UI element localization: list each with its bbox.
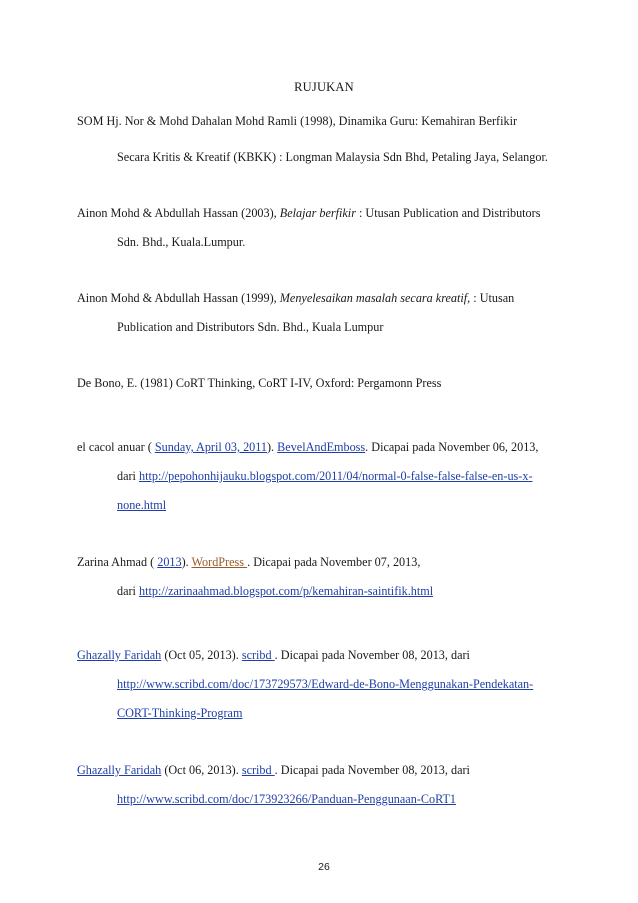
reference-7-url-link-continued[interactable]: CORT-Thinking-Program [117, 706, 243, 720]
reference-3-line-1 [77, 291, 514, 305]
reference-6-accessed: . Dicapai pada November 07, 2013, [247, 555, 421, 569]
reference-2-line-1 [77, 206, 540, 220]
reference-3-authors: Ainon Mohd & Abdullah Hassan (1999), [77, 291, 280, 305]
reference-3-title: Menyelesaikan masalah secara kreatif, [279, 291, 471, 305]
reference-7-site-link[interactable]: scribd [241, 648, 275, 662]
reference-5-from: dari [117, 469, 139, 483]
reference-5-separator: ). [267, 440, 278, 454]
page-number: 26 [318, 861, 330, 873]
reference-5-url-link-continued[interactable]: none.html [117, 498, 167, 512]
reference-6-line-1 [77, 555, 420, 569]
reference-5-line-1 [77, 440, 538, 454]
reference-8-site-link[interactable]: scribd [241, 763, 275, 777]
reference-5-url-link[interactable]: http://pepohonhijauku.blogspot.com/2011/04/normal-0-false-false-false-en-us-x- [139, 469, 533, 483]
reference-6-year-link[interactable]: 2013 [157, 555, 182, 569]
reference-6-author: Zarina Ahmad ( [77, 555, 158, 569]
reference-6-line-2 [117, 584, 433, 598]
reference-8-url-link[interactable]: http://www.scribd.com/doc/173923266/Panduan-Penggunaan-CoRT1 [117, 792, 457, 806]
reference-7-date: (Oct 05, 2013). [161, 648, 242, 662]
reference-7-line-3 [117, 706, 242, 720]
reference-8-line-2 [117, 792, 456, 806]
reference-7-url-link[interactable]: http://www.scribd.com/doc/173729573/Edward-de-Bono-Menggunakan-Pendekatan- [117, 677, 534, 691]
reference-6-from: dari [117, 584, 139, 598]
reference-4-line-1: De Bono, E. (1981) CoRT Thinking, CoRT I-IV, Oxford: Pergamonn Press [77, 376, 442, 390]
reference-6-url-link[interactable]: http://zarinaahmad.blogspot.com/p/kemahiran-saintifik.html [139, 584, 434, 598]
reference-2-authors: Ainon Mohd & Abdullah Hassan (2003), [77, 206, 280, 220]
reference-6-separator: ). [181, 555, 192, 569]
reference-5-site-link[interactable]: BevelAndEmboss [277, 440, 366, 454]
reference-3-publisher: : Utusan [470, 291, 515, 305]
reference-5-line-3 [117, 498, 166, 512]
reference-8-line-1 [77, 763, 470, 777]
reference-8-accessed: . Dicapai pada November 08, 2013, dari [274, 763, 470, 777]
reference-1-line-2: Secara Kritis & Kreatif (KBKK) : Longman Malaysia Sdn Bhd, Petaling Jaya, Selangor. [117, 150, 548, 164]
reference-1-line-1: SOM Hj. Nor & Mohd Dahalan Mohd Ramli (1998), Dinamika Guru: Kemahiran Berfikir [77, 114, 518, 128]
reference-8-author-link[interactable]: Ghazally Faridah [77, 763, 162, 777]
reference-7-accessed: . Dicapai pada November 08, 2013, dari [274, 648, 470, 662]
reference-2-title: Belajar berfikir [279, 206, 356, 220]
reference-8-date: (Oct 06, 2013). [161, 763, 242, 777]
page-title: RUJUKAN [294, 80, 354, 94]
reference-5-line-2 [117, 469, 533, 483]
reference-2-line-2: Sdn. Bhd., Kuala.Lumpur. [117, 235, 246, 249]
reference-7-line-2 [117, 677, 533, 691]
reference-7-line-1 [77, 648, 470, 662]
reference-2-publisher: : Utusan Publication and Distributors [355, 206, 541, 220]
reference-5-author: el cacol anuar ( [77, 440, 155, 454]
reference-6-site-link[interactable]: WordPress [191, 555, 248, 569]
reference-7-author-link[interactable]: Ghazally Faridah [77, 648, 162, 662]
reference-3-line-2: Publication and Distributors Sdn. Bhd., Kuala Lumpur [117, 320, 384, 334]
reference-5-date-link[interactable]: Sunday, April 03, 2011 [154, 440, 267, 454]
reference-5-accessed: . Dicapai pada November 06, 2013, [365, 440, 539, 454]
